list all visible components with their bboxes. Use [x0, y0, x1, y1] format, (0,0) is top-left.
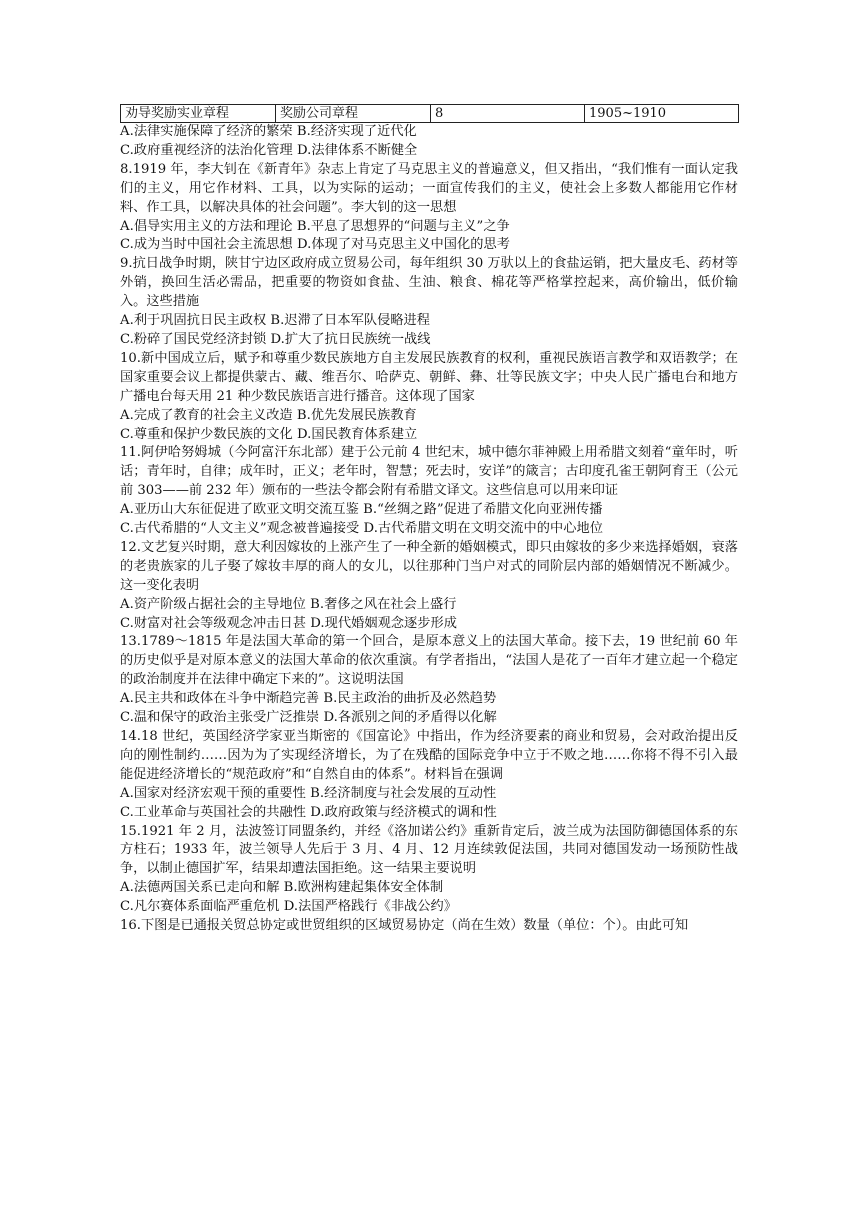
question-11: [120, 444, 738, 539]
option-line: C.尊重和保护少数民族的文化 D.国民教育体系建立: [120, 426, 418, 442]
option-line: A.完成了教育的社会主义改造 B.优先发展民族教育: [120, 407, 417, 423]
question-stem: 9.抗日战争时期，陕甘宁边区政府成立贸易公司，每年组织 30 万驮以上的食盐运销，把大量皮毛、药材等外销，换回生活必需品，把重要的物资如食盐、生油、粮食、棉花等严格掌控起来，高价输出，低价输入。这些措施: [120, 256, 738, 310]
option-line: C.成为当时中国社会主流思想 D.体现了对马克思主义中国化的思考: [120, 237, 510, 253]
question-stem: 11.阿伊哈努姆城（今阿富汗东北部）建于公元前 4 世纪末，城中德尔菲神殿上用希腊文刻着“童年时，听话；青年时，自律；成年时，正义；老年时，智慧；死去时，安详”的箴言；古印度孔雀王朝阿育王（公元前 303——前 232 年）颁布的一些法令都会附有希腊文译文。这些信息可以用来印证: [120, 445, 738, 499]
question-8: [120, 161, 738, 256]
exam-page: [120, 104, 738, 936]
option-line: A.利于巩固抗日民主政权 B.迟滞了日本军队侵略进程: [120, 313, 431, 329]
option-line: C.工业革命与英国社会的共融性 D.政府政策与经济模式的调和性: [120, 804, 497, 820]
question-stem: 10.新中国成立后，赋予和尊重少数民族地方自主发展民族教育的权利，重视民族语言教学和双语教学；在国家重要会议上都提供蒙古、藏、维吾尔、哈萨克、朝鲜、彝、壮等民族文字；中央人民广播电台和地方广播电台每天用 21 种少数民族语言进行播音。这体现了国家: [120, 350, 738, 404]
table-cell: 1905~1910: [585, 105, 739, 123]
option-line: A.倡导实用主义的方法和理论 B.平息了思想界的“问题与主义”之争: [120, 218, 510, 234]
table-cell: 奖励公司章程: [276, 105, 431, 123]
question-stem: 12.文艺复兴时期，意大利因嫁妆的上涨产生了一种全新的婚姻模式，即只由嫁妆的多少来选择婚姻，衰落的老贵族家的儿子娶了嫁妆丰厚的商人的女儿，以往那种门当户对式的同阶层内部的婚姻情况不断减少。这一变化表明: [120, 539, 738, 593]
option-line: A.亚历山大东征促进了欧亚文明交流互鉴 B.“丝绸之路”促进了希腊文化向亚洲传播: [120, 502, 603, 518]
option-line: A.法德两国关系已走向和解 B.欧洲构建起集体安全体制: [120, 880, 444, 896]
question-stem: 15.1921 年 2 月，法波签订同盟条约，并经《洛加诺公约》重新肯定后，波兰成为法国防御德国体系的东方柱石；1933 年，波兰领导人先后于 3 月、4 月、12 月连续敦促法国，共同对德国发动一场预防性战争，以制止德国扩军，结果却遭法国拒绝。这一结果主要说明: [120, 823, 738, 877]
question-stem: 8.1919 年，李大钊在《新青年》杂志上肯定了马克思主义的普遍意义，但又指出，“我们惟有一面认定我们的主义，用它作材料、工具，以为实际的运动；一面宣传我们的主义，使社会上多数人都能用它作材料、作工具，以解决具体的社会问题”。李大钊的这一思想: [120, 161, 738, 215]
question-15: [120, 823, 738, 918]
regulation-table: [120, 104, 739, 123]
question-10: [120, 350, 738, 445]
question-14: [120, 728, 738, 823]
option-line: C.政府重视经济的法治化管理 D.法律体系不断健全: [120, 142, 418, 158]
table-cell: 8: [431, 105, 585, 123]
table-row: [121, 105, 739, 123]
question-12: [120, 539, 738, 634]
option-line: C.古代希腊的“人文主义”观念被普遍接受 D.古代希腊文明在文明交流中的中心地位: [120, 521, 603, 537]
question-stem: 16.下图是已通报关贸总协定或世贸组织的区域贸易协定（尚在生效）数量（单位：个）。由此可知: [120, 918, 689, 934]
option-line: A.国家对经济宏观干预的重要性 B.经济制度与社会发展的互动性: [120, 785, 497, 801]
question-7-options: [120, 123, 738, 161]
question-16: [120, 917, 738, 936]
option-line: C.财富对社会等级观念冲击日甚 D.现代婚姻观念逐步形成: [120, 615, 458, 631]
question-stem: 13.1789～1815 年是法国大革命的第一个回合，是原本意义上的法国大革命。接下去，19 世纪前 60 年的历史似乎是对原本意义的法国大革命的依次重演。有学者指出，“法国人是花了一百年才建立起一个稳定的政治制度并在法律中确定下来的”。这说明法国: [120, 634, 738, 688]
option-line: A.民主共和政体在斗争中渐趋完善 B.民主政治的曲折及必然趋势: [120, 691, 497, 707]
option-line: C.温和保守的政治主张受广泛推崇 D.各派别之间的矛盾得以化解: [120, 710, 497, 726]
option-line: A.法律实施保障了经济的繁荣 B.经济实现了近代化: [120, 124, 417, 139]
question-stem: 14.18 世纪，英国经济学家亚当斯密的《国富论》中指出，作为经济要素的商业和贸易，会对政治提出反向的刚性制约……因为为了实现经济增长，为了在残酷的国际竞争中立于不败之地……你将不得不引入最能促进经济增长的“规范政府”和“自然自由的体系”。材料旨在强调: [120, 729, 738, 782]
question-13: [120, 633, 738, 728]
table-cell: 劝导奖励实业章程: [121, 105, 276, 123]
option-line: C.粉碎了国民党经济封锁 D.扩大了抗日民族统一战线: [120, 331, 431, 347]
question-9: [120, 255, 738, 350]
option-line: C.凡尔赛体系面临严重危机 D.法国严格践行《非战公约》: [120, 899, 458, 915]
option-line: A.资产阶级占据社会的主导地位 B.奢侈之风在社会上盛行: [120, 596, 457, 612]
